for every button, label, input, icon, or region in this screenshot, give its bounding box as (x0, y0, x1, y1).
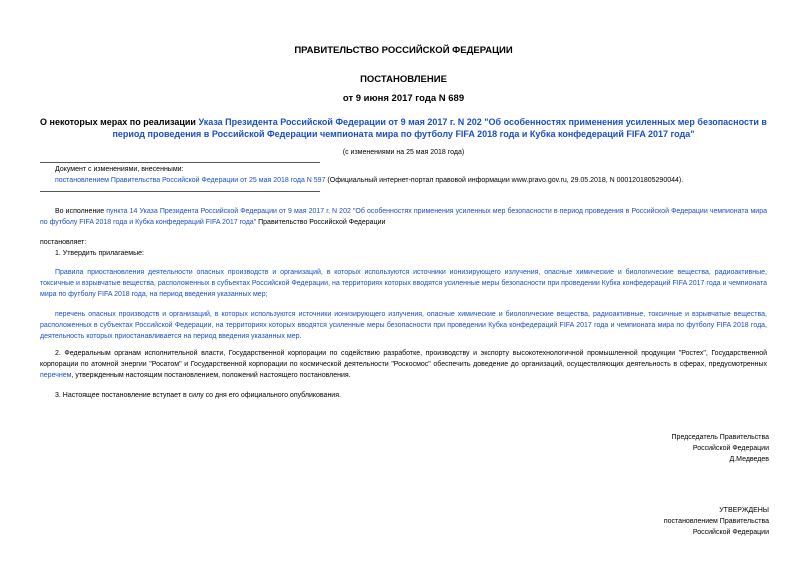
item-1: 1. Утвердить прилагаемые: (55, 250, 144, 257)
intro-suffix: Правительство Российской Федерации (256, 219, 386, 226)
item-2-suffix: , утвержденным настоящим постановлением, положений настоящего постановления. (71, 372, 351, 379)
document-type: ПОСТАНОВЛЕНИЕ (360, 74, 447, 85)
title-prefix: О некоторых мерах по реализации (40, 117, 199, 127)
list-reference-link[interactable]: перечнем (40, 372, 72, 379)
decree-link[interactable]: Указа Президента Российской Федерации от 9 мая 2017 г. N 202 "Об особенностях применения усиленных мер безопасности в период проведения в Российской Федерации чемпионата мира по футболу FIFA 2018 года и Кубка конфедераций FIFA 2017 года" (112, 117, 767, 139)
intro-decree-link[interactable]: пункта 14 Указа Президента Российской Федерации от 9 мая 2017 г. N 202 "Об особенностях применения усиленных мер безопасности в период проведения в Российской Федерации чемпионата мира по футболу FIFA 2018 года и Кубка конфедераций FIFA 2017 года" (40, 208, 768, 226)
item-3: 3. Настоящее постановление вступает в силу со дня его официального опубликования. (55, 392, 341, 399)
signature-position: Председатель Правительства (671, 434, 769, 441)
rules-paragraph (40, 267, 767, 300)
approval-government: Российской Федерации (692, 529, 769, 536)
item-2-prefix: 2. Федеральным органам исполнительной власти, Государственной корпорации по содействию разработке, производству и экспорту высокотехнологичной промышленной продукции "Ростех", Государственной корпорации по атомной энергии "Росатом" и Государственной корпорации по космической деятельности "Роскосмос" обеспечить доведение до организаций, осуществляющих деятельность в сферах, предусмотренных (40, 350, 767, 368)
signature-name: Д.Медведев (729, 456, 769, 463)
intro-prefix: Во исполнение (55, 208, 107, 215)
divider-bottom (40, 191, 320, 192)
decrees-word: постановляет: (40, 239, 87, 246)
approval-by: постановлением Правительства (663, 518, 769, 525)
approval-block (664, 505, 769, 538)
changes-label: Документ с изменениями, внесенными: (55, 166, 184, 173)
amendment-source: (Официальный интернет-портал правовой информации www.pravo.gov.ru, 29.05.2018, N 0001201805290044). (325, 177, 684, 184)
document-date-number: от 9 июня 2017 года N 689 (342, 93, 465, 104)
amendment-link[interactable]: постановлением Правительства Российской Федерации от 25 мая 2018 года N 597 (55, 177, 326, 184)
amendments-note: (с изменениями на 25 мая 2018 года) (342, 149, 465, 156)
intro-paragraph (40, 206, 767, 228)
item-2-paragraph (40, 348, 767, 381)
signature-government: Российской Федерации (692, 445, 769, 452)
divider-top (40, 162, 320, 163)
approval-title: УТВЕРЖДЕНЫ (719, 507, 769, 514)
signature-block (672, 432, 769, 465)
government-name: ПРАВИТЕЛЬСТВО РОССИЙСКОЙ ФЕДЕРАЦИИ (294, 45, 513, 56)
rules-link[interactable]: Правила приостановления деятельности опасных производств и организаций, в которых используются источники ионизирующего излучения, опасные химические и биологические вещества, радиоактивные, токсичные и взрывчатые вещества, расположенных в субъектах Российской Федерации, на территориях которых вводятся усиленные меры безопасности при проведении Кубка конфедераций FIFA 2017 года и чемпионата мира по футболу FIFA 2018 года, на период введения указанных мер; (40, 269, 767, 298)
list-link[interactable]: перечень опасных производств и организаций, в которых используются источники ионизирующего излучения, опасные химические и биологические вещества, радиоактивные, токсичные и взрывчатые вещества, расположенных в субъектах Российской Федерации, на территориях которых вводятся усиленные меры безопасности при проведении Кубка конфедераций FIFA 2017 года и чемпионата мира по футболу FIFA 2018 года, деятельность которых приостанавливается на период введения указанных мер. (40, 311, 767, 340)
document-title (40, 117, 767, 140)
list-paragraph (40, 309, 767, 342)
changes-line (55, 175, 775, 186)
